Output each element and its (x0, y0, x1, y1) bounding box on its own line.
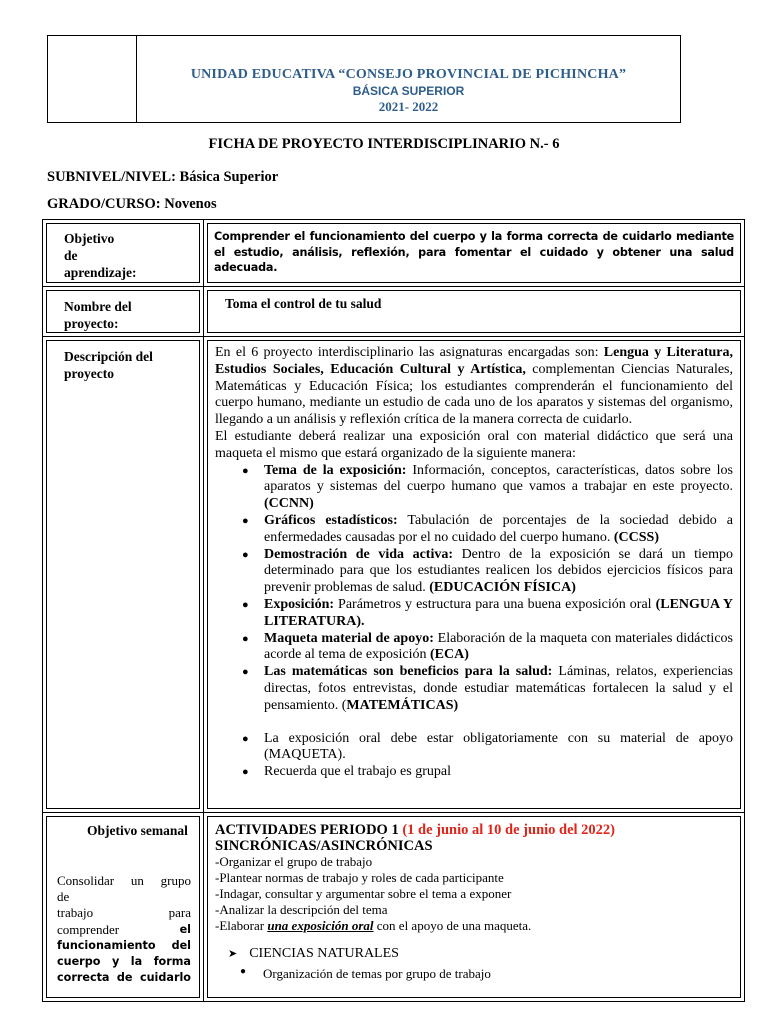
school-name: UNIDAD EDUCATIVA “CONSEJO PROVINCIAL DE PICHINCHA” (190, 67, 627, 82)
subnivel-label: SUBNIVEL/NIVEL: (47, 169, 176, 185)
nombre-label: Nombre del proyecto: (64, 299, 132, 331)
notes-list (215, 731, 733, 781)
list-item: ● Recuerda que el trabajo es grupal (242, 764, 451, 780)
bullet-icon: ● (242, 548, 249, 561)
project-description (208, 341, 740, 787)
objetivo-text: Comprender el funcionamiento del cuerpo y la forma correcta de cuidarlo mediante el estudio, análisis, reflexión, para fomentar el cuidado y obtener una salud adecuada. (214, 230, 734, 274)
project-name: Toma el control de tu salud (225, 296, 382, 311)
period-dates: (1 de junio al 10 de junio del 2022) (402, 822, 616, 838)
bullet-icon: ● (242, 766, 249, 779)
grado-line (47, 196, 217, 213)
list-item: -Organizar el grupo de trabajo (215, 854, 373, 869)
logo-cell (48, 36, 137, 122)
list-item: ● Maqueta material de apoyo: Elaboración de la maqueta con materiales didácticos acorde al tema de exposición (ECA) (242, 630, 733, 663)
school-year: 2021- 2022 (378, 99, 439, 114)
grado-label: GRADO/CURSO: (47, 196, 161, 212)
desc-paragraph-1: En el 6 proyecto interdisciplinario las asignaturas encargadas son: Lengua y Literatura, Estudios Sociales, Educación Cultural y Artística, complementan Ciencias Naturales, Matemáticas y Educación Física; los estudiantes comprenderán el funcionamiento del cuerpo humano, mediante un estudio de cada uno de los aparatos y sistemas del organismo, llegando a un análisis y reflexión crítica de la manera correcta de cuidarlo. (215, 345, 734, 428)
bullet-icon: ● (240, 966, 247, 977)
list-item: -Plantear normas de trabajo y roles de cada participante (215, 870, 504, 885)
list-item: ● La exposición oral debe estar obligatoriamente con su material de apoyo (MAQUETA). (242, 730, 733, 763)
school-level: BÁSICA SUPERIOR (352, 84, 465, 98)
objetivo-label: Objetivo de aprendizaje: (64, 231, 137, 280)
subject-item: ● Organización de temas por grupo de trabajo (240, 966, 491, 981)
descripcion-label: Descripción del proyecto (64, 349, 153, 381)
arrow-icon: ➤ (228, 947, 238, 960)
activities-heading: ACTIVIDADES PERIODO 1 (1 de junio al 10 de junio del 2022) SINCRÓNICAS/ASINCRÓNICAS (208, 817, 740, 854)
semanal-objective: Consolidar un grupo de trabajo para comprender el funcionamiento del cuerpo y la forma correcta de cuidarlo (57, 873, 191, 985)
subnivel-value: Básica Superior (179, 169, 279, 185)
bullet-icon: ● (242, 514, 249, 527)
bullet-icon: ● (242, 666, 249, 679)
row-semanal (43, 813, 745, 1002)
row-nombre (43, 287, 745, 337)
list-item: -Indagar, consultar y argumentar sobre el tema a exponer (215, 886, 512, 901)
list-item: -Analizar la descripción del tema (215, 902, 388, 917)
page-title: FICHA DE PROYECTO INTERDISCIPLINARIO N.- 6 (208, 136, 560, 152)
bullet-icon: ● (242, 464, 249, 477)
list-item: ● Demostración de vida activa: Dentro de la exposición se dará un tiempo determinado para que los estudiantes realicen los debidos ejercicios físicos para prevenir problemas de salud. (EDUCACIÓN FÍSICA) (242, 546, 733, 596)
subnivel-line (47, 169, 278, 186)
grado-value: Novenos (164, 196, 217, 212)
list-item: -Elaborar una exposición oral con el apoyo de una maqueta. (215, 918, 532, 933)
activities-items (208, 854, 740, 934)
list-item: ● Exposición: Parámetros y estructura para una buena exposición oral (LENGUA Y LITERATURA). (242, 596, 733, 629)
row-descripcion (43, 337, 745, 813)
list-item: ● Las matemáticas son beneficios para la salud: Láminas, relatos, experiencias directas, fotos entrevistas, donde estudiar matemáticas fortalecen la salud y el pensamiento. (MATEMÁTICAS) (242, 664, 733, 713)
activities-mode: SINCRÓNICAS/ASINCRÓNICAS (215, 838, 433, 854)
header-box (47, 35, 681, 123)
bullet-icon: ● (242, 598, 249, 611)
header-text (137, 67, 680, 115)
bullet-icon: ● (242, 732, 249, 745)
list-item: ● Gráficos estadísticos: Tabulación de porcentajes de la sociedad debido a enfermedades causadas por el no cuidado del cuerpo humano. (CCSS) (242, 512, 733, 545)
project-table (42, 219, 745, 1002)
desc-paragraph-2: El estudiante deberá realizar una exposición oral con material didáctico que será una maqueta el mismo que estará organizado de la siguiente manera: (215, 428, 733, 461)
activities-list (215, 463, 733, 715)
bullet-icon: ● (242, 632, 249, 645)
list-item: ● Tema de la exposición: Información, conceptos, características, datos sobre los aparatos y sistemas del cuerpo humano que vamos a trabajar en este proyecto. (CCNN) (242, 462, 733, 512)
subject-heading: ➤ CIENCIAS NATURALES (228, 946, 399, 961)
row-objetivo (43, 220, 745, 287)
semanal-label: Objetivo semanal (87, 823, 188, 838)
